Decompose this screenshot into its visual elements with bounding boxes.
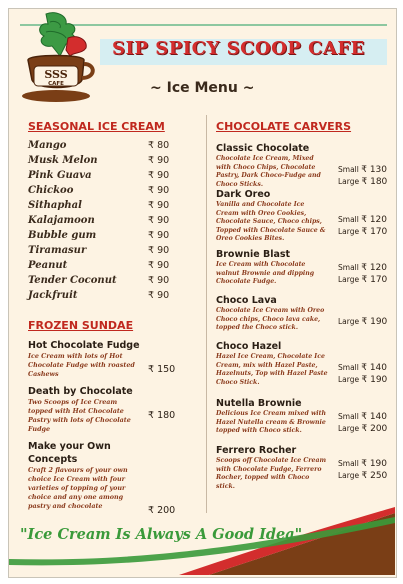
carver-prices [338,411,387,435]
carver-desc: Ice Cream with Chocolate walnut Brownie and dipping Chocolate Fudge. [216,261,315,285]
item-name: Bubble gum [28,230,97,241]
carver-name: Choco Lava [216,295,277,306]
sundae-heading: FROZEN SUNDAE [28,319,134,332]
seasonal-item [28,260,178,275]
carver-item [216,444,386,490]
item-name: Chickoo [28,185,74,196]
item-price: ₹ 90 [148,200,170,211]
seasonal-item [28,200,178,215]
price-large: Large ₹ 250 [338,471,388,481]
item-name: Peanut [28,260,68,271]
sundae-price: ₹ 150 [148,364,176,375]
carver-name: Brownie Blast [216,249,291,260]
sundae-desc: Craft 2 flavours of your own choice Ice Cream with four varieties of topping of your choice and any one among pastry and chocolate [28,466,128,510]
carver-prices [338,164,387,188]
carver-desc: Chocolate Ice Cream, Mixed with Choco Chips, Chocolate Pastry, Dark Choco-Fudge and Choco Sticks. [216,155,321,188]
price-large: Large ₹ 190 [338,317,388,327]
right-column [216,120,386,490]
carver-desc: Delicious Ice Cream mixed with Hazel Nutella cream & Brownie topped with Choco stick. [216,410,327,434]
seasonal-list [28,140,178,305]
item-name: Tiramasur [28,245,87,256]
sundae-item [28,385,178,434]
item-name: Tender Coconut [28,275,117,286]
price-small: Small ₹ 130 [338,165,387,175]
cafe-title: SIP SPICY SCOOP CAFE [112,38,365,59]
logo-text: SSS [44,68,68,81]
price-small: Small ₹ 140 [338,363,387,373]
carver-item [216,188,386,248]
carver-name: Nutella Brownie [216,398,302,409]
seasonal-item [28,245,178,260]
carver-prices [338,214,387,238]
carver-prices [338,458,387,482]
price-large: Large ₹ 190 [338,375,388,385]
item-price: ₹ 90 [148,215,170,226]
price-large: Large ₹ 170 [338,227,388,237]
carver-prices [338,362,387,386]
item-name: Kalajamoon [28,215,95,226]
seasonal-item [28,275,178,290]
column-divider [206,115,207,513]
carver-desc: Chocolate Ice Cream with Oreo Choco chips, Choco lava cake, topped the Choco stick. [216,307,325,331]
item-price: ₹ 90 [148,185,170,196]
item-name: Jackfruit [28,290,78,301]
carver-item [216,340,386,397]
carver-desc: Scoops off Chocolate Ice Cream with Chocolate Fudge, Ferrero Rocher, topped with Choco stick. [216,457,327,490]
sundae-name: Make your Own Concepts [28,441,111,465]
sundae-desc: Two Scoops of Ice Cream topped with Hot Chocolate Pastry with lots of Chocolate Fudge [28,398,131,433]
price-large: Large ₹ 170 [338,275,388,285]
carvers-heading: CHOCOLATE CARVERS [216,120,352,133]
sundae-price: ₹ 180 [148,410,176,421]
sundae-item [28,440,178,516]
footer-tagline: "Ice Cream Is Always A Good Idea" [20,526,303,543]
seasonal-item [28,185,178,200]
carver-item [216,142,386,188]
item-price: ₹ 90 [148,230,170,241]
price-small: Small ₹ 120 [338,215,387,225]
item-name: Sithaphal [28,200,82,211]
item-name: Mango [28,140,67,151]
carver-item [216,294,386,340]
seasonal-item [28,230,178,245]
price-large: Large ₹ 180 [338,177,388,187]
sundae-item [28,339,178,379]
carver-name: Choco Hazel [216,341,282,352]
item-price: ₹ 90 [148,290,170,301]
carver-prices [338,262,387,286]
sundae-price: ₹ 200 [148,505,176,516]
sundae-name: Death by Chocolate [28,386,133,397]
price-small: Small ₹ 140 [338,412,387,422]
cafe-logo [16,10,106,106]
carver-desc: Hazel Ice Cream, Chocolate Ice Cream, mix with Hazel Paste, Hazelnuts, Top with Hazel Paste Choco Stick. [216,353,328,386]
item-price: ₹ 80 [148,140,170,151]
item-name: Pink Guava [28,170,92,181]
item-price: ₹ 90 [148,245,170,256]
menu-title: ~ Ice Menu ~ [150,80,255,96]
left-column [28,120,178,517]
price-large: Large ₹ 200 [338,424,388,434]
logo-subtext: CAFE [48,81,64,87]
carver-item [216,397,386,444]
item-price: ₹ 90 [148,275,170,286]
item-price: ₹ 90 [148,170,170,181]
carver-name: Classic Chocolate [216,143,310,154]
price-small: Small ₹ 120 [338,263,387,273]
carver-item [216,248,386,294]
seasonal-item [28,155,178,170]
item-price: ₹ 90 [148,260,170,271]
carver-desc: Vanilla and Chocolate Ice Cream with Oreo Cookies, Chocolate Sauce, Choco chips, Topped with Chocolate Sauce & Oreo Cookies Bites. [216,201,326,242]
seasonal-item [28,290,178,305]
sundae-name: Hot Chocolate Fudge [28,340,140,351]
price-small: Small ₹ 190 [338,459,387,469]
carver-name: Ferrero Rocher [216,445,297,456]
seasonal-item [28,215,178,230]
seasonal-item [28,170,178,185]
sundae-desc: Ice Cream with lots of Hot Chocolate Fudge with roasted Cashews [28,352,135,378]
seasonal-heading: SEASONAL ICE CREAM [28,120,165,133]
carver-prices [338,316,387,328]
item-name: Musk Melon [28,155,98,166]
seasonal-item [28,140,178,155]
carver-name: Dark Oreo [216,189,271,200]
item-price: ₹ 90 [148,155,170,166]
